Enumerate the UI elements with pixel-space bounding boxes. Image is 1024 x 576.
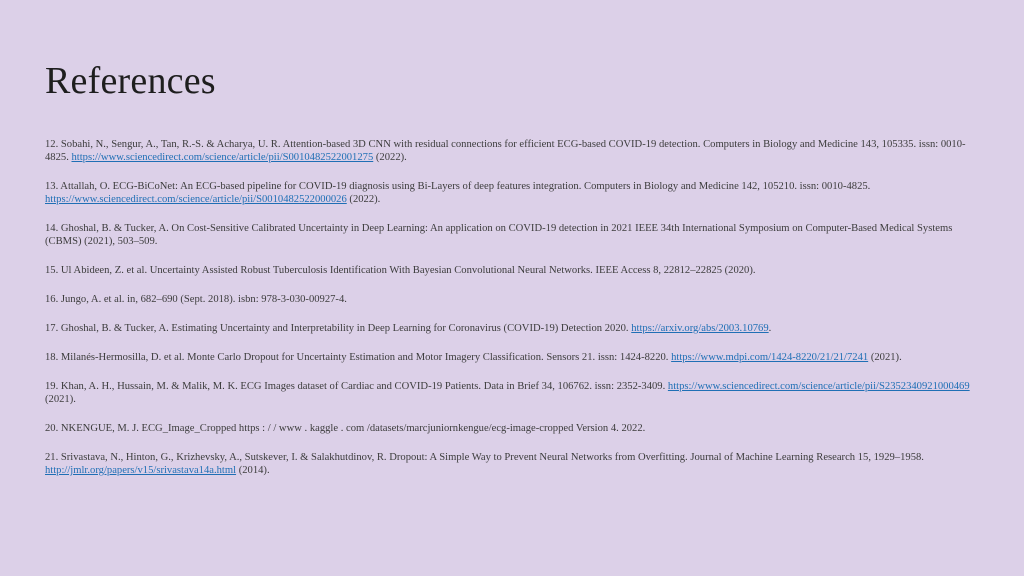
- reference-link[interactable]: https://www.sciencedirect.com/science/article/pii/S2352340921000469: [667, 381, 970, 392]
- reference-text: 18. Milanés-Hermosilla, D. et al. Monte Carlo Dropout for Uncertainty Estimation and Motor Imagery Classification. Sensors 21. issn: 1424-8220.: [45, 352, 672, 363]
- reference-text: 19. Khan, A. H., Hussain, M. & Malik, M. K. ECG Images dataset of Cardiac and COVID-19 Patients. Data in Brief 34, 106762. issn: 2352-3409.: [45, 381, 668, 392]
- reference-item: [45, 351, 980, 364]
- reference-item: [45, 451, 980, 477]
- reference-text: 15. Ul Abideen, Z. et al. Uncertainty Assisted Robust Tuberculosis Identification With Bayesian Convolutional Neural Networks. IEEE Access 8, 22812–22825 (2020).: [45, 265, 756, 276]
- reference-item: [45, 138, 980, 164]
- reference-text: 21. Srivastava, N., Hinton, G., Krizhevsky, A., Sutskever, I. & Salakhutdinov, R. Dropout: A Simple Way to Prevent Neural Networks from Overfitting. Journal of Machine Learning Research 15, 1929–1958.: [45, 452, 924, 463]
- reference-text: 17. Ghoshal, B. & Tucker, A. Estimating Uncertainty and Interpretability in Deep Learning for Coronavirus (COVID-19) Detection 2020.: [45, 323, 632, 334]
- reference-year: (2014).: [236, 465, 270, 476]
- slide-title: References: [45, 60, 216, 102]
- reference-item: [45, 180, 980, 206]
- reference-list: [45, 138, 980, 493]
- reference-item: [45, 322, 980, 335]
- reference-text: 12. Sobahi, N., Sengur, A., Tan, R.-S. & Acharya, U. R. Attention-based 3D CNN with residual connections for efficient ECG-based COVID-19 detection. Computers in Biology and Medicine 143, 105335. issn: 0010-4825.: [45, 139, 966, 163]
- reference-link[interactable]: https://arxiv.org/abs/2003.10769: [631, 323, 769, 334]
- reference-link[interactable]: https://www.sciencedirect.com/science/article/pii/S0010482522001275: [71, 152, 374, 163]
- reference-year: (2021).: [45, 394, 76, 405]
- reference-item: [45, 293, 980, 306]
- reference-item: [45, 222, 980, 248]
- reference-text: 14. Ghoshal, B. & Tucker, A. On Cost-Sensitive Calibrated Uncertainty in Deep Learning: An application on COVID-19 detection in 2021 IEEE 34th International Symposium on Computer-Based Medical Systems (CBMS) (2021), 503–509.: [45, 223, 953, 247]
- reference-year: (2021).: [868, 352, 902, 363]
- reference-year: (2022).: [373, 152, 407, 163]
- reference-year: .: [768, 323, 772, 334]
- reference-link[interactable]: https://www.sciencedirect.com/science/article/pii/S0010482522000026: [45, 194, 347, 205]
- reference-year: (2022).: [346, 194, 381, 205]
- reference-item: [45, 264, 980, 277]
- reference-item: [45, 422, 980, 435]
- reference-text: 13. Attallah, O. ECG-BiCoNet: An ECG-based pipeline for COVID-19 diagnosis using Bi-Layers of deep features integration. Computers in Biology and Medicine 142, 105210. issn: 0010-4825.: [45, 181, 871, 192]
- reference-item: [45, 380, 980, 406]
- reference-link[interactable]: https://www.mdpi.com/1424-8220/21/21/7241: [671, 352, 869, 363]
- reference-text: 20. NKENGUE, M. J. ECG_Image_Cropped https : / / www . kaggle . com /datasets/marcjuniornkengue/ecg-image-cropped Version 4. 2022.: [45, 423, 646, 434]
- reference-text: 16. Jungo, A. et al. in, 682–690 (Sept. 2018). isbn: 978-3-030-00927-4.: [45, 294, 347, 305]
- reference-link[interactable]: http://jmlr.org/papers/v15/srivastava14a.html: [45, 465, 237, 476]
